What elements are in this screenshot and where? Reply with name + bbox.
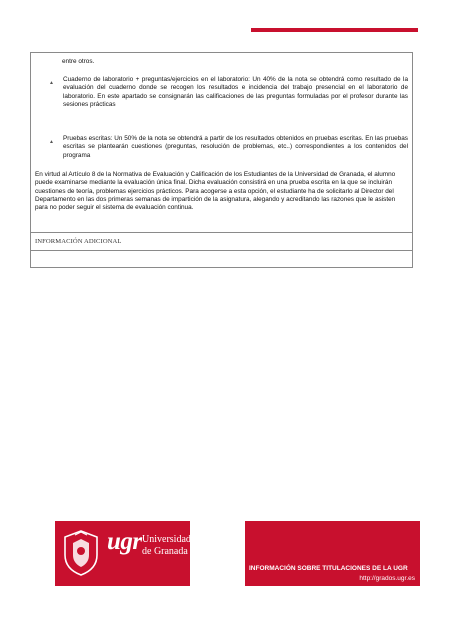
university-name-line2: de Granada	[142, 546, 188, 557]
university-name	[142, 534, 191, 558]
evaluation-cell	[31, 53, 412, 233]
evaluation-table	[30, 52, 413, 268]
degrees-banner	[245, 521, 420, 586]
header-red-rule	[251, 28, 418, 32]
additional-info-cell	[31, 233, 412, 251]
written-tests-text: : Un 50% de la nota se obtendrá a partir de los resultados obtenidos en pruebas escritas. En las pruebas escritas se plantearán cuestiones (preguntas, resolución de problemas, etc..) correspondientes a los contenidos del programa	[63, 135, 408, 159]
lab-notebook-text: : Un 40% de la nota se obtendrá como resultado de la evaluación del cuaderno donde se recogen los resultados e incidencia del trabajo presencial en el laboratorio de laboratorio. En este apartado se consignarán las calificaciones de las preguntas formuladas por el profesor durante las sesiones prácticas	[63, 76, 408, 108]
written-tests-label: Pruebas escritas	[63, 135, 111, 142]
university-logo	[55, 521, 190, 586]
ugr-logo-mark: ugr	[107, 528, 142, 555]
single-evaluation-paragraph: En virtud al Artículo 8 de la Normativa de Evaluación y Calificación de los Estudiantes de la Universidad de Granada, el alumno puede examinarse mediante la evaluación única final. Dicha evaluación consistirá en una prueba escrita en la que se incluirán cuestiones de teoría, problemas ejercicios prácticos. Para acogerse a esta opción, el estudiante ha de solicitarlo al Director del Departamento en las dos primeras semanas de impartición de la asignatura, alegando y acreditando las razones que le asisten para no poder seguir el sistema de evaluación continua.	[35, 171, 396, 212]
bullet-icon: ▲	[49, 80, 54, 86]
lab-notebook-label: Cuaderno de laboratorio + preguntas/ejercicios en el laboratorio	[63, 76, 249, 83]
additional-info-heading: INFORMACIÓN ADICIONAL	[35, 238, 122, 245]
bullet-icon: ▲	[49, 139, 54, 145]
page-footer	[55, 521, 420, 586]
banner-title: INFORMACIÓN SOBRE TITULACIONES DE LA UGR	[249, 565, 408, 572]
additional-info-content	[31, 251, 412, 267]
university-seal-icon	[61, 529, 101, 577]
written-tests-item	[63, 135, 408, 160]
lab-notebook-item	[63, 76, 408, 109]
continuation-text: entre otros.	[62, 58, 95, 65]
university-name-line1: Universidad	[142, 534, 191, 545]
degrees-link[interactable]: http://grados.ugr.es	[359, 575, 415, 582]
